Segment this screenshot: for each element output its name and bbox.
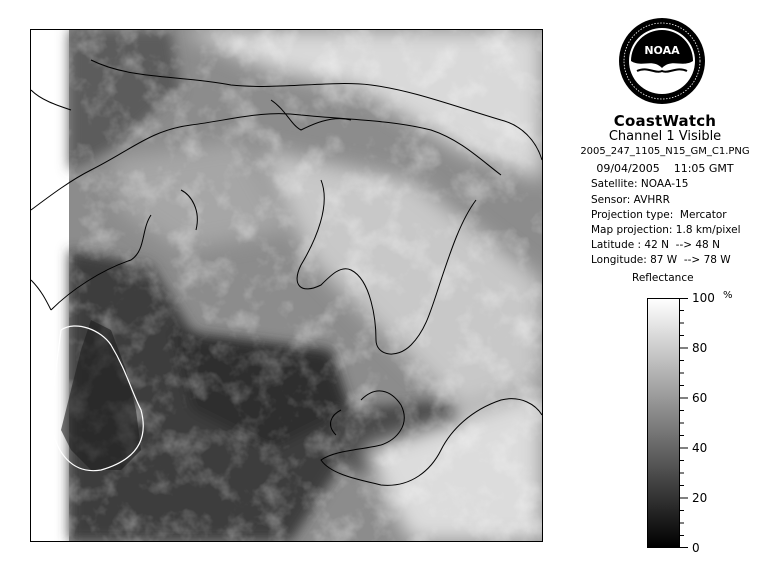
svg-text:NOAA: NOAA bbox=[644, 44, 680, 57]
channel-subtitle: Channel 1 Visible bbox=[608, 129, 722, 144]
colorbar-tick-label: 20 bbox=[692, 491, 708, 505]
product-title: CoastWatch bbox=[613, 112, 717, 130]
longitude-info: Longitude: 87 W --> 78 W bbox=[591, 254, 731, 266]
colorbar-tick-label: 100 bbox=[692, 291, 715, 305]
satellite-map bbox=[30, 29, 543, 542]
image-datetime: 09/04/2005 11:05 GMT bbox=[596, 162, 734, 175]
colorbar-unit: % bbox=[723, 290, 733, 301]
projection-type-info: Projection type: Mercator bbox=[591, 209, 727, 221]
colorbar-title: Reflectance bbox=[632, 272, 694, 284]
satellite-image bbox=[31, 30, 542, 541]
sensor-info: Sensor: AVHRR bbox=[591, 194, 670, 206]
colorbar-tick-label: 80 bbox=[692, 341, 708, 355]
colorbar-ticks bbox=[679, 298, 691, 548]
map-projection-info: Map projection: 1.8 km/pixel bbox=[591, 224, 741, 236]
colorbar-tick-label: 40 bbox=[692, 441, 708, 455]
reflectance-colorbar bbox=[647, 298, 680, 548]
noaa-logo-icon bbox=[617, 16, 707, 106]
latitude-info: Latitude : 42 N --> 48 N bbox=[591, 239, 720, 251]
colorbar-tick-label: 60 bbox=[692, 391, 708, 405]
image-filename: 2005_247_1105_N15_GM_C1.PNG bbox=[580, 146, 750, 157]
colorbar-tick-label: 0 bbox=[692, 541, 700, 555]
satellite-info: Satellite: NOAA-15 bbox=[591, 178, 689, 190]
